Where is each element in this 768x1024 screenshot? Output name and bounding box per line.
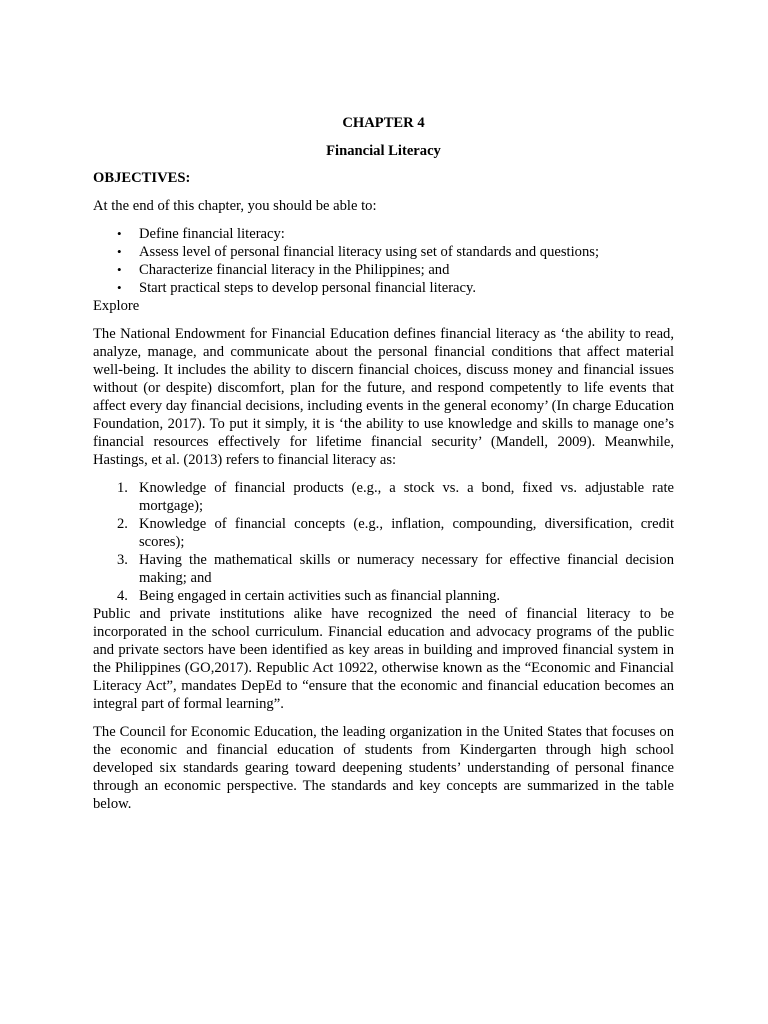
item-number: 4. (117, 588, 128, 604)
item-number: 2. (117, 516, 128, 532)
objective-item (117, 279, 674, 297)
document-page (93, 114, 674, 823)
objective-text: Start practical steps to develop personal financial literacy. (139, 280, 477, 296)
item-text: Being engaged in certain activities such as financial planning. (139, 588, 501, 604)
item-text: Knowledge of financial products (e.g., a stock vs. a bond, fixed vs. adjustable rate mortgage); (139, 480, 674, 514)
numbered-item (117, 551, 674, 587)
item-text: Having the mathematical skills or numeracy necessary for effective financial decision making; and (139, 552, 674, 586)
item-text: Knowledge of financial concepts (e.g., inflation, compounding, diversification, credit scores); (139, 516, 674, 550)
numbered-item (117, 587, 674, 605)
chapter-number: CHAPTER 4 (342, 115, 425, 131)
objective-item (117, 261, 674, 279)
bullet-icon: • (117, 280, 122, 295)
objectives-intro: At the end of this chapter, you should be able to: (93, 198, 377, 214)
objective-item (117, 243, 674, 261)
chapter-title: Financial Literacy (326, 143, 441, 159)
numbered-item (117, 515, 674, 551)
bullet-icon: • (117, 262, 122, 277)
council-paragraph: The Council for Economic Education, the leading organization in the United States that focuses on the economic and financial education of students from Kindergarten through high school developed six standards gearing toward deepening students’ understanding of personal finance through an economic perspective. The standards and key concepts are summarized in the table below. (93, 724, 674, 812)
numbered-item (117, 479, 674, 515)
item-number: 1. (117, 480, 128, 496)
objectives-heading: OBJECTIVES: (93, 170, 191, 186)
curriculum-paragraph: Public and private institutions alike have recognized the need of financial literacy to be incorporated in the school curriculum. Financial education and advocacy programs of the public and private sectors have been identified as key areas in building and improved financial system in the Philippines (GO,2017). Republic Act 10922, otherwise known as the “Economic and Financial Literacy Act”, mandates DepEd to “ensure that the economic and financial education becomes an integral part of formal learning”. (93, 606, 674, 712)
objectives-list (93, 225, 674, 297)
item-number: 3. (117, 552, 128, 568)
objective-item (117, 225, 674, 243)
explore-heading: Explore (93, 298, 140, 314)
explore-paragraph: The National Endowment for Financial Education defines financial literacy as ‘the ability to read, analyze, manage, and communicate about the personal financial conditions that affect material well-being. It includes the ability to discern financial choices, discuss money and financial issues without (or despite) discomfort, plan for the future, and respond competently to life events that affect every day financial decisions, including events in the general economy’ (In charge Education Foundation, 2017). To put it simply, it is ‘the ability to use knowledge and skills to manage one’s financial resources effectively for lifetime financial security’ (Mandell, 2009). Meanwhile, Hastings, et al. (2013) refers to financial literacy as: (93, 326, 674, 468)
bullet-icon: • (117, 244, 122, 259)
objective-text: Define financial literacy: (139, 226, 285, 242)
objective-text: Assess level of personal financial literacy using set of standards and questions; (139, 244, 599, 260)
bullet-icon: • (117, 226, 122, 241)
financial-literacy-list (93, 479, 674, 605)
objective-text: Characterize financial literacy in the Philippines; and (139, 262, 450, 278)
